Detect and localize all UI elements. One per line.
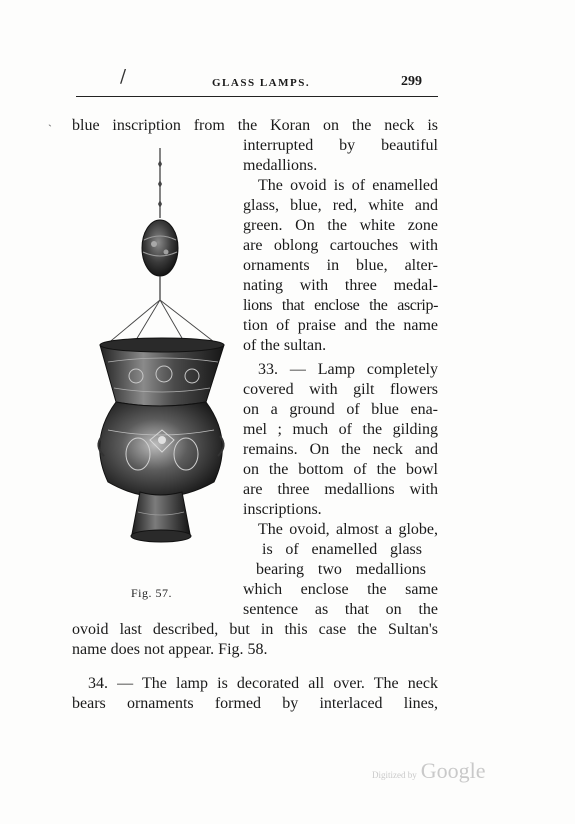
text-line: is of enamelled glass	[262, 541, 422, 558]
text-line: The ovoid, almost a globe,	[258, 521, 438, 538]
text-line: which enclose the same	[243, 581, 438, 598]
text-line: are three medallions with	[243, 481, 438, 498]
page-number: 299	[401, 74, 422, 89]
running-head: GLASS LAMPS.	[212, 77, 311, 89]
text-line: interrupted by beautiful	[243, 137, 438, 154]
text-line: ovoid last described, but in this case the Sultan's	[72, 621, 438, 638]
text-line: are oblong cartouches with	[243, 237, 438, 254]
text-line: tion of praise and the name	[243, 317, 438, 334]
text-line: lions that enclose the ascrip-	[243, 297, 438, 314]
text-line: name does not appear. Fig. 58.	[72, 641, 268, 658]
text-line: bearing two medallions	[256, 561, 426, 578]
figure-caption: Fig. 57.	[131, 586, 173, 600]
text-line: nating with three medal-	[243, 277, 438, 294]
text-line: green. On the white zone	[243, 217, 438, 234]
text-line: bears ornaments formed by interlaced lines,	[72, 695, 438, 712]
text-line: sentence as that on the	[243, 601, 438, 618]
text-line: mel ; much of the gilding	[243, 421, 438, 438]
text-line: of the sultan.	[243, 337, 327, 354]
mosque-lamp-illustration	[78, 140, 248, 580]
text-line: medallions.	[243, 157, 318, 174]
text-line: glass, blue, red, white and	[243, 197, 438, 214]
text-line: on a ground of blue ena-	[243, 401, 438, 418]
stray-mark: `	[48, 122, 52, 136]
watermark-prefix: Digitized by	[372, 770, 417, 780]
text-line: blue inscription from the Koran on the neck is	[72, 117, 438, 134]
text-line: on the bottom of the bowl	[243, 461, 438, 478]
text-line: The ovoid is of enamelled	[258, 177, 438, 194]
text-line: 34. — The lamp is decorated all over. The neck	[88, 675, 438, 692]
text-line: 33. — Lamp completely	[258, 361, 438, 378]
digitized-by-google-watermark	[372, 758, 486, 784]
google-logo: Google	[420, 758, 486, 783]
text-line: remains. On the neck and	[243, 441, 438, 458]
text-line: ornaments in blue, alter-	[243, 257, 438, 274]
text-line: inscriptions.	[243, 501, 322, 518]
text-line: covered with gilt flowers	[243, 381, 438, 398]
header-rule	[76, 96, 438, 97]
pencil-mark: /	[120, 66, 127, 87]
